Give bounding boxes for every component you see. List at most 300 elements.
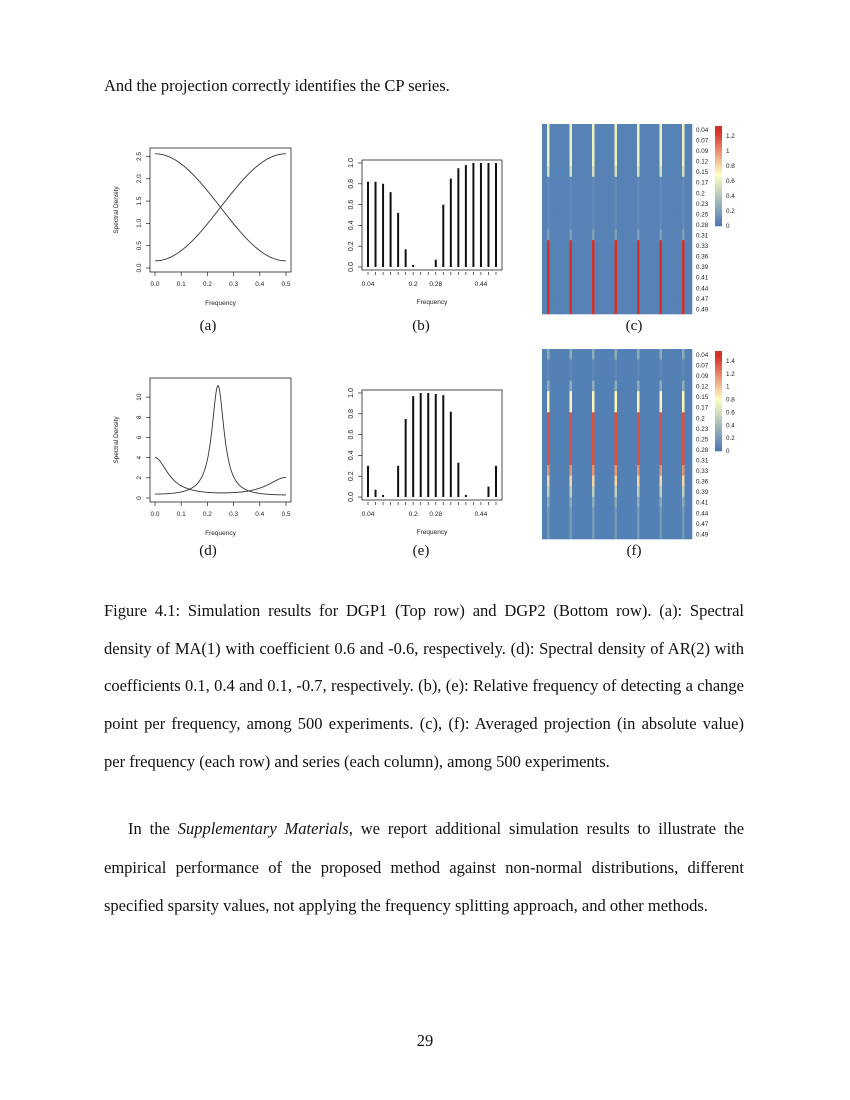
heatmap-cell [555,293,558,304]
heatmap-cell [682,370,685,381]
heatmap-cell [667,507,670,518]
heatmap-cell [567,166,570,177]
heatmap-cell [575,187,578,198]
y-axis-label: Spectral Density [113,186,120,234]
heatmap-cell [587,251,590,262]
heatmap-cell [542,391,545,402]
heatmap-cell [672,486,675,497]
heatmap-cell [565,486,568,497]
heatmap-cell [687,282,690,293]
heatmap-cell [605,423,608,434]
heatmap-cell [637,230,640,241]
heatmap-cell [657,476,660,487]
heatmap-cell [582,518,585,529]
heatmap-cell [542,240,545,251]
heatmap-cell [667,370,670,381]
heatmap-cell [615,349,618,360]
heatmap-cell [642,135,645,146]
heatmap-cell [585,528,588,539]
heatmap-cell [570,303,573,314]
heatmap-cell [550,518,553,529]
heatmap-cell [630,293,633,304]
heatmap-cell [665,402,668,413]
heatmap-cell [622,230,625,241]
heatmap-cell [542,124,545,135]
heatmap-cell [655,219,658,230]
heatmap-cell [545,370,548,381]
heatmap-cell [597,240,600,251]
heatmap-cell [567,208,570,219]
heatmap-cell [605,486,608,497]
heatmap-cell [602,349,605,360]
heatmap-cell [667,497,670,508]
heatmap-cell [592,507,595,518]
legend-swatch [715,429,722,432]
heatmap-cell [635,230,638,241]
heatmap-cell [592,391,595,402]
heatmap-cell [645,293,648,304]
heatmap-cell [590,370,593,381]
heatmap-cell [572,303,575,314]
heatmap-cell [560,433,563,444]
heatmap-cell [562,187,565,198]
heatmap-cell [670,528,673,539]
heatmap-cell [555,156,558,167]
heatmap-cell [557,402,560,413]
heatmap-cell [615,135,618,146]
heatmap-cell [572,251,575,262]
x-tick-label: 0.28 [429,511,443,518]
heatmap-cell [635,528,638,539]
heatmap-cell [677,349,680,360]
heatmap-cell [542,360,545,371]
heatmap-cell [675,124,678,135]
heatmap-cell [637,370,640,381]
heatmap-cell [587,208,590,219]
heatmap-cell [650,198,653,209]
heatmap-cell [565,187,568,198]
heatmap-cell [545,381,548,392]
heatmap-cell [562,444,565,455]
heatmap-cell [550,166,553,177]
heatmap-cell [687,476,690,487]
heatmap-cell [572,293,575,304]
heatmap-cell [605,145,608,156]
heatmap-cell [547,497,550,508]
heatmap-cell [592,402,595,413]
heatmap-cell [670,444,673,455]
subfigure-label-c: (c) [625,318,643,334]
heatmap-cell [627,187,630,198]
heatmap-cell [667,465,670,476]
heatmap-cell [600,528,603,539]
heatmap-cell [562,303,565,314]
heatmap-cell [615,240,618,251]
intro-sentence: And the projection correctly identifies the CP series. [104,76,450,95]
heatmap-cell [625,272,628,283]
heatmap-cell [662,391,665,402]
heatmap-cell [605,518,608,529]
heatmap-cell [655,455,658,466]
heatmap-cell [652,455,655,466]
heatmap-cell [562,465,565,476]
heatmap-cell [670,145,673,156]
heatmap-cell [590,507,593,518]
heatmap-cell [650,230,653,241]
heatmap-cell [617,251,620,262]
legend-swatch [715,449,722,452]
subfigure-label-d: (d) [199,543,217,559]
heatmap-cell [655,187,658,198]
heatmap-cell [577,240,580,251]
heatmap-cell [572,455,575,466]
heatmap-cell [660,156,663,167]
heatmap-cell [685,412,688,423]
heatmap-cell [635,486,638,497]
heatmap-cell [545,486,548,497]
heatmap-cell [595,423,598,434]
heatmap-cell [637,166,640,177]
heatmap-cell [577,455,580,466]
heatmap-cell [632,486,635,497]
heatmap-cell [675,402,678,413]
heatmap-cell [555,402,558,413]
heatmap-cell [607,486,610,497]
heatmap-cell [580,476,583,487]
heatmap-cell [597,177,600,188]
legend-swatch [715,434,722,437]
heatmap-cell [672,423,675,434]
heatmap-cell [577,198,580,209]
heatmap-cell [672,455,675,466]
heatmap-cell [555,272,558,283]
heatmap-cell [555,528,558,539]
heatmap-cell [542,433,545,444]
heatmap-cell [600,391,603,402]
heatmap-cell [572,465,575,476]
heatmap-cell [632,423,635,434]
legend-tick-label: 0.6 [726,178,735,185]
heatmap-cell [602,444,605,455]
heatmap-cell [675,293,678,304]
heatmap-cell [610,402,613,413]
heatmap-cell [657,412,660,423]
series-line-1 [155,458,286,493]
heatmap-cell [660,381,663,392]
heatmap-cell [645,381,648,392]
heatmap-cell [615,208,618,219]
heatmap-cell [595,455,598,466]
heatmap-cell [575,293,578,304]
heatmap-cell [545,360,548,371]
heatmap-cell [672,156,675,167]
heatmap-cell [560,455,563,466]
heatmap-cell [582,156,585,167]
heatmap-cell [552,272,555,283]
legend-swatch [715,176,722,179]
legend-swatch [715,191,722,194]
heatmap-cell [690,145,693,156]
heatmap-cell [677,177,680,188]
heatmap-cell [605,402,608,413]
heatmap-cell [592,465,595,476]
heatmap-cell [545,455,548,466]
heatmap-cell [590,261,593,272]
heatmap-cell [577,486,580,497]
heatmap-cell [580,219,583,230]
heatmap-cell [630,135,633,146]
heatmap-cell [550,282,553,293]
heatmap-cell [602,476,605,487]
heatmap-cell [682,208,685,219]
heatmap-cell [677,412,680,423]
heatmap-cell [605,381,608,392]
heatmap-cell [657,135,660,146]
heatmap-cell [615,486,618,497]
heatmap-cell [590,518,593,529]
heatmap-cell [610,208,613,219]
heatmap-cell [657,240,660,251]
heatmap-cell [587,240,590,251]
heatmap-cell [567,240,570,251]
paragraph-content [104,810,744,926]
heatmap-cell [590,219,593,230]
heatmap-cell [690,444,693,455]
heatmap-cell [610,433,613,444]
heatmap-cell [567,156,570,167]
heatmap-cell [680,486,683,497]
heatmap-cell [667,528,670,539]
heatmap-cell [690,166,693,177]
heatmap-cell [645,156,648,167]
heatmap-cell [690,135,693,146]
heatmap-cell [572,135,575,146]
heatmap-cell [622,455,625,466]
heatmap-cell [687,293,690,304]
heatmap-cell [605,349,608,360]
heatmap-cell [545,145,548,156]
heatmap-cell [595,124,598,135]
heatmap-cell [665,528,668,539]
heatmap-cell [552,219,555,230]
heatmap-cell [562,156,565,167]
heatmap-cell [680,219,683,230]
heatmap-cell [557,198,560,209]
heatmap-cell [667,145,670,156]
heatmap-cell [600,145,603,156]
x-tick-label: 0.04 [361,281,375,288]
heatmap-cell [600,166,603,177]
heatmap-cell [685,198,688,209]
heatmap-cell [622,303,625,314]
heatmap-cell [572,360,575,371]
heatmap-cell [557,412,560,423]
heatmap-cell [555,135,558,146]
heatmap-cell [647,497,650,508]
heatmap-cell [550,528,553,539]
heatmap-cell [660,187,663,198]
heatmap-cell [662,198,665,209]
heatmap-cell [627,251,630,262]
heatmap-cell [655,391,658,402]
heatmap-cell [580,230,583,241]
heatmap-cell [550,360,553,371]
heatmap-cell [667,187,670,198]
heatmap-cell [665,433,668,444]
heatmap-cell [672,198,675,209]
heatmap-cell [660,240,663,251]
heatmap-cell [687,455,690,466]
heatmap-cell [662,240,665,251]
heatmap-cell [677,507,680,518]
heatmap-cell [660,208,663,219]
heatmap-cell [547,145,550,156]
heatmap-cell [580,293,583,304]
heatmap-cell [642,444,645,455]
heatmap-cell [657,272,660,283]
heatmap-cell [637,272,640,283]
heatmap-cell [647,507,650,518]
heatmap-cell [627,219,630,230]
heatmap-cell [577,208,580,219]
heatmap-cell [617,156,620,167]
heatmap-cell [572,208,575,219]
heatmap-cell [657,444,660,455]
subfigure-label-f: (f) [626,543,642,559]
row-label: 0.2 [696,190,705,198]
heatmap-cell [577,476,580,487]
heatmap-cell [547,230,550,241]
heatmap-cell [607,187,610,198]
heatmap-cell [552,391,555,402]
heatmap-cell [582,293,585,304]
heatmap-cell [557,391,560,402]
heatmap-cell [672,518,675,529]
heatmap-cell [622,251,625,262]
heatmap-cell [605,444,608,455]
heatmap-cell [625,219,628,230]
heatmap-cell [675,360,678,371]
heatmap-cell [655,444,658,455]
heatmap-cell [615,156,618,167]
heatmap-cell [645,145,648,156]
heatmap-cell [685,360,688,371]
heatmap-cell [652,166,655,177]
legend-swatch [715,361,722,364]
heatmap-cell [622,282,625,293]
heatmap-cell [650,251,653,262]
heatmap-cell [602,145,605,156]
heatmap-cell [600,293,603,304]
heatmap-cell [567,303,570,314]
heatmap-cell [607,198,610,209]
heatmap-cell [560,208,563,219]
heatmap-cell [632,166,635,177]
heatmap-cell [547,402,550,413]
heatmap-cell [600,423,603,434]
row-label: 0.41 [696,499,709,507]
heatmap-cell [620,528,623,539]
heatmap-cell [552,198,555,209]
heatmap-cell [602,381,605,392]
x-axis-label: Frequency [205,300,236,307]
heatmap-cell [557,230,560,241]
heatmap-cell [627,272,630,283]
heatmap-cell [625,518,628,529]
heatmap-cell [647,187,650,198]
heatmap-cell [687,261,690,272]
heatmap-cell [592,433,595,444]
heatmap-cell [612,208,615,219]
heatmap-cell [572,476,575,487]
heatmap-cell [685,272,688,283]
heatmap-cell [610,412,613,423]
heatmap-cell [560,282,563,293]
heatmap-cell [647,293,650,304]
heatmap-cell [660,198,663,209]
heatmap-cell [590,198,593,209]
heatmap-cell [575,303,578,314]
heatmap-cell [682,177,685,188]
heatmap-cell [612,497,615,508]
heatmap-cell [565,360,568,371]
heatmap-cell [627,518,630,529]
heatmap-cell [635,261,638,272]
heatmap-cell [575,230,578,241]
heatmap-cell [655,476,658,487]
heatmap-cell [637,135,640,146]
heatmap-cell [675,230,678,241]
heatmap-cell [685,455,688,466]
heatmap-cell [660,518,663,529]
heatmap-cell [625,444,628,455]
legend-swatch [715,366,722,369]
heatmap-cell [592,145,595,156]
heatmap-cell [555,303,558,314]
x-tick-label: 0.5 [281,511,291,518]
heatmap-cell [582,177,585,188]
heatmap-cell [672,261,675,272]
heatmap-cell [620,455,623,466]
heatmap-cell [657,423,660,434]
heatmap-cell [545,303,548,314]
heatmap-cell [607,293,610,304]
heatmap-cell [617,518,620,529]
heatmap-cell [625,391,628,402]
legend-swatch [715,209,722,212]
heatmap-cell [612,465,615,476]
legend-swatch [715,126,722,129]
heatmap-cell [652,156,655,167]
heatmap-cell [665,145,668,156]
heatmap-cell [560,528,563,539]
heatmap-cell [662,412,665,423]
heatmap-cell [585,497,588,508]
heatmap-cell [597,518,600,529]
heatmap-cell [627,360,630,371]
legend-swatch [715,179,722,182]
heatmap-cell [547,177,550,188]
heatmap-cell [547,156,550,167]
heatmap-cell [595,166,598,177]
heatmap-cell [607,145,610,156]
heatmap-cell [580,381,583,392]
heatmap-cell [645,272,648,283]
heatmap-cell [685,444,688,455]
heatmap-cell [642,507,645,518]
heatmap-cell [582,360,585,371]
heatmap-cell [562,208,565,219]
